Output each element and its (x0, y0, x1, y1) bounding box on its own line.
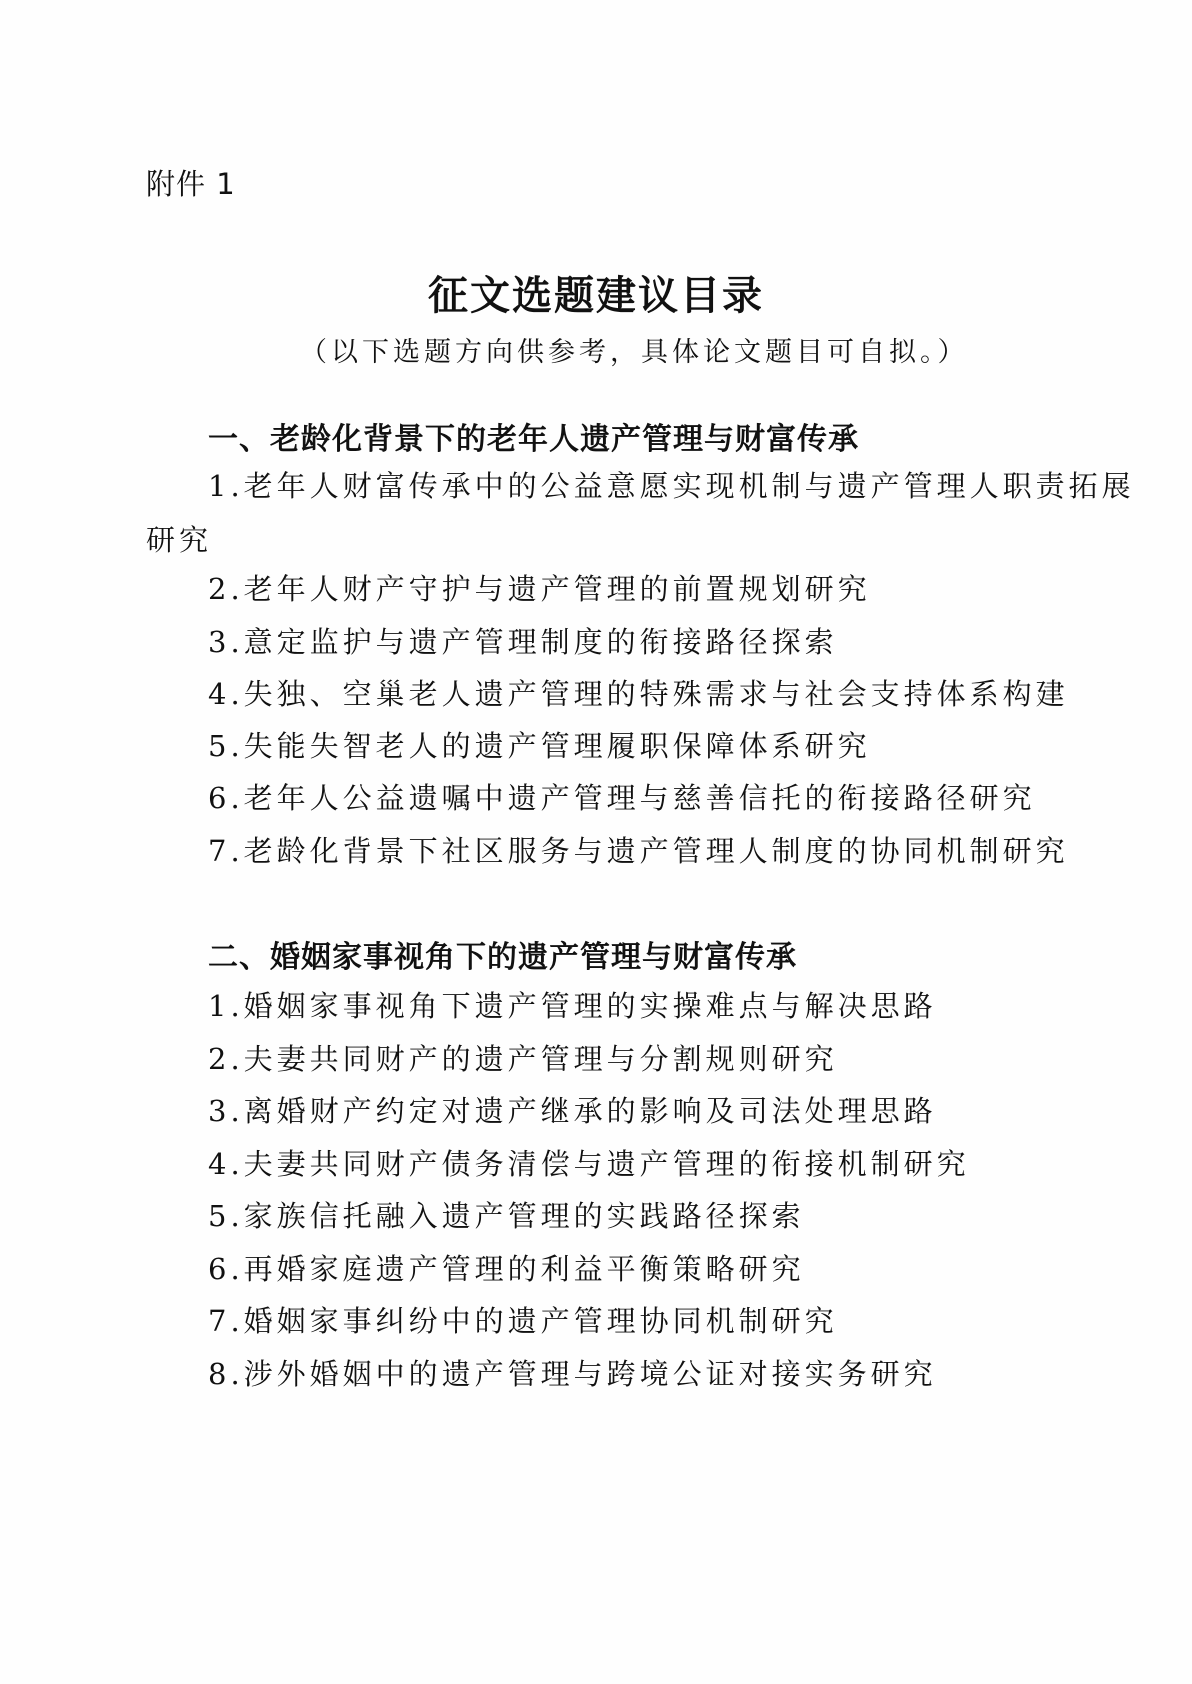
section-1-item-2: 2.老年人财产守护与遗产管理的前置规划研究 (208, 572, 871, 606)
section-2-item-2: 2.夫妻共同财产的遗产管理与分割规则研究 (208, 1042, 838, 1076)
section-2-item-1: 1.婚姻家事视角下遗产管理的实操难点与解决思路 (208, 989, 937, 1023)
section-1-item-1-continuation: 研究 (146, 523, 213, 557)
section-heading-2: 二、婚姻家事视角下的遗产管理与财富传承 (208, 940, 797, 975)
attachment-label: 附件 1 (146, 167, 236, 201)
document-title: 征文选题建议目录 (428, 273, 764, 319)
section-1-item-5: 5.失能失智老人的遗产管理履职保障体系研究 (208, 729, 871, 763)
document-subtitle: （以下选题方向供参考，具体论文题目可自拟。） (300, 337, 969, 368)
section-2-item-6: 6.再婚家庭遗产管理的利益平衡策略研究 (208, 1252, 805, 1286)
section-1-item-6: 6.老年人公益遗嘱中遗产管理与慈善信托的衔接路径研究 (208, 781, 1036, 815)
section-2-item-5: 5.家族信托融入遗产管理的实践路径探索 (208, 1199, 805, 1233)
section-2-item-8: 8.涉外婚姻中的遗产管理与跨境公证对接实务研究 (208, 1357, 937, 1391)
section-2-item-4: 4.夫妻共同财产债务清偿与遗产管理的衔接机制研究 (208, 1147, 970, 1181)
section-1-item-4: 4.失独、空巢老人遗产管理的特殊需求与社会支持体系构建 (208, 677, 1069, 711)
section-1-item-1: 1.老年人财富传承中的公益意愿实现机制与遗产管理人职责拓展 (208, 469, 1135, 503)
section-2-item-7: 7.婚姻家事纠纷中的遗产管理协同机制研究 (208, 1304, 838, 1338)
section-heading-1: 一、老龄化背景下的老年人遗产管理与财富传承 (208, 422, 859, 457)
section-1-item-3: 3.意定监护与遗产管理制度的衔接路径探索 (208, 625, 838, 659)
section-2-item-3: 3.离婚财产约定对遗产继承的影响及司法处理思路 (208, 1094, 937, 1128)
section-1-item-7: 7.老龄化背景下社区服务与遗产管理人制度的协同机制研究 (208, 834, 1069, 868)
